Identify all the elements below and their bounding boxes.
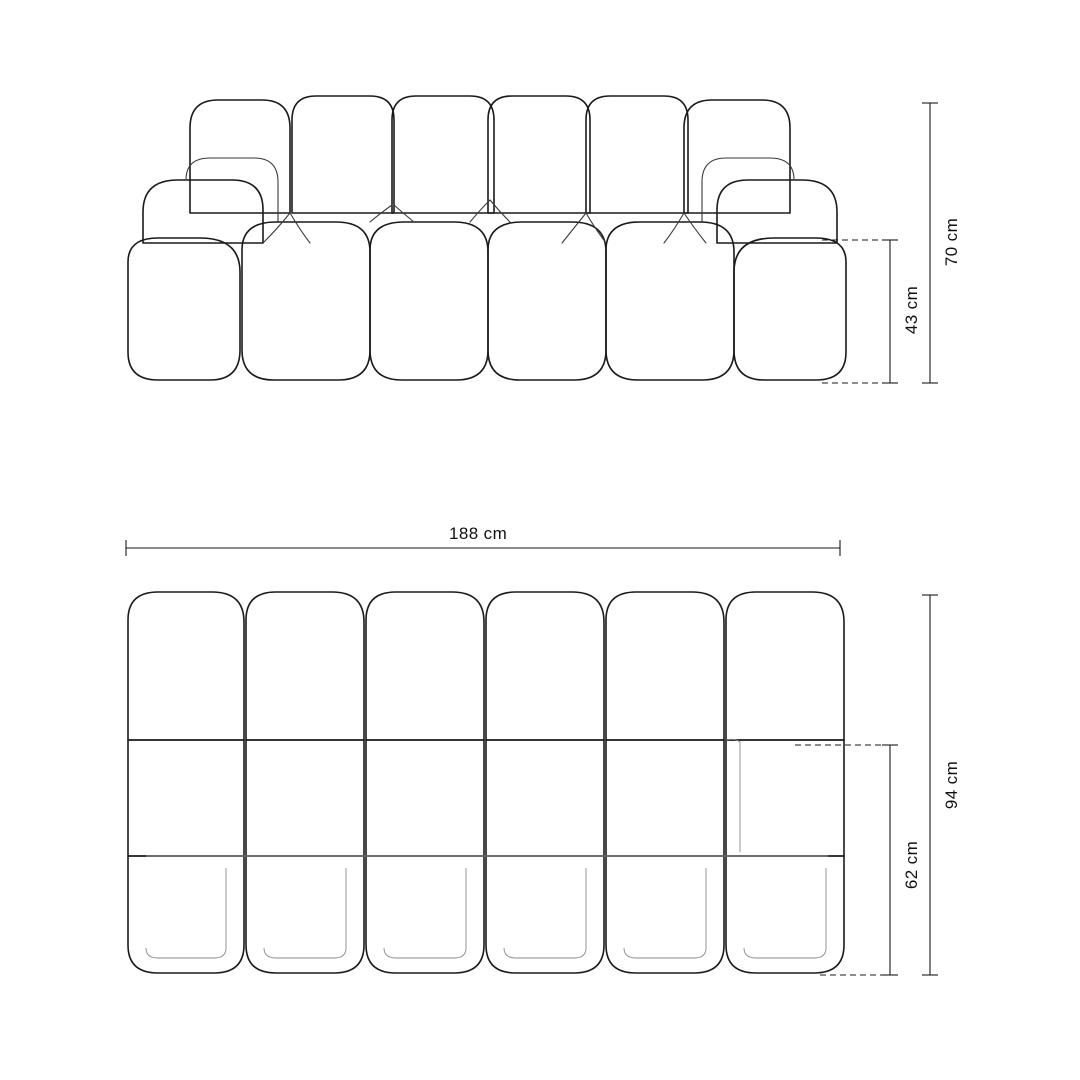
top-seat-modules — [128, 740, 844, 973]
front-seat-blocks — [128, 222, 846, 380]
top-view-group — [126, 540, 938, 975]
dimension-label-depth-total: 94 cm — [942, 760, 962, 810]
front-view-group — [128, 96, 938, 383]
top-backrest-modules — [128, 592, 844, 740]
dimension-label-depth-inner: 62 cm — [902, 840, 922, 890]
dimension-label-width: 188 cm — [449, 524, 508, 543]
dimension-label-seat-height: 43 cm — [902, 285, 922, 335]
front-backrest-cushions — [190, 96, 790, 213]
top-dimension-lines — [795, 595, 938, 975]
dimension-label-front-height: 70 cm — [942, 217, 962, 267]
front-dimension-lines — [822, 103, 938, 383]
